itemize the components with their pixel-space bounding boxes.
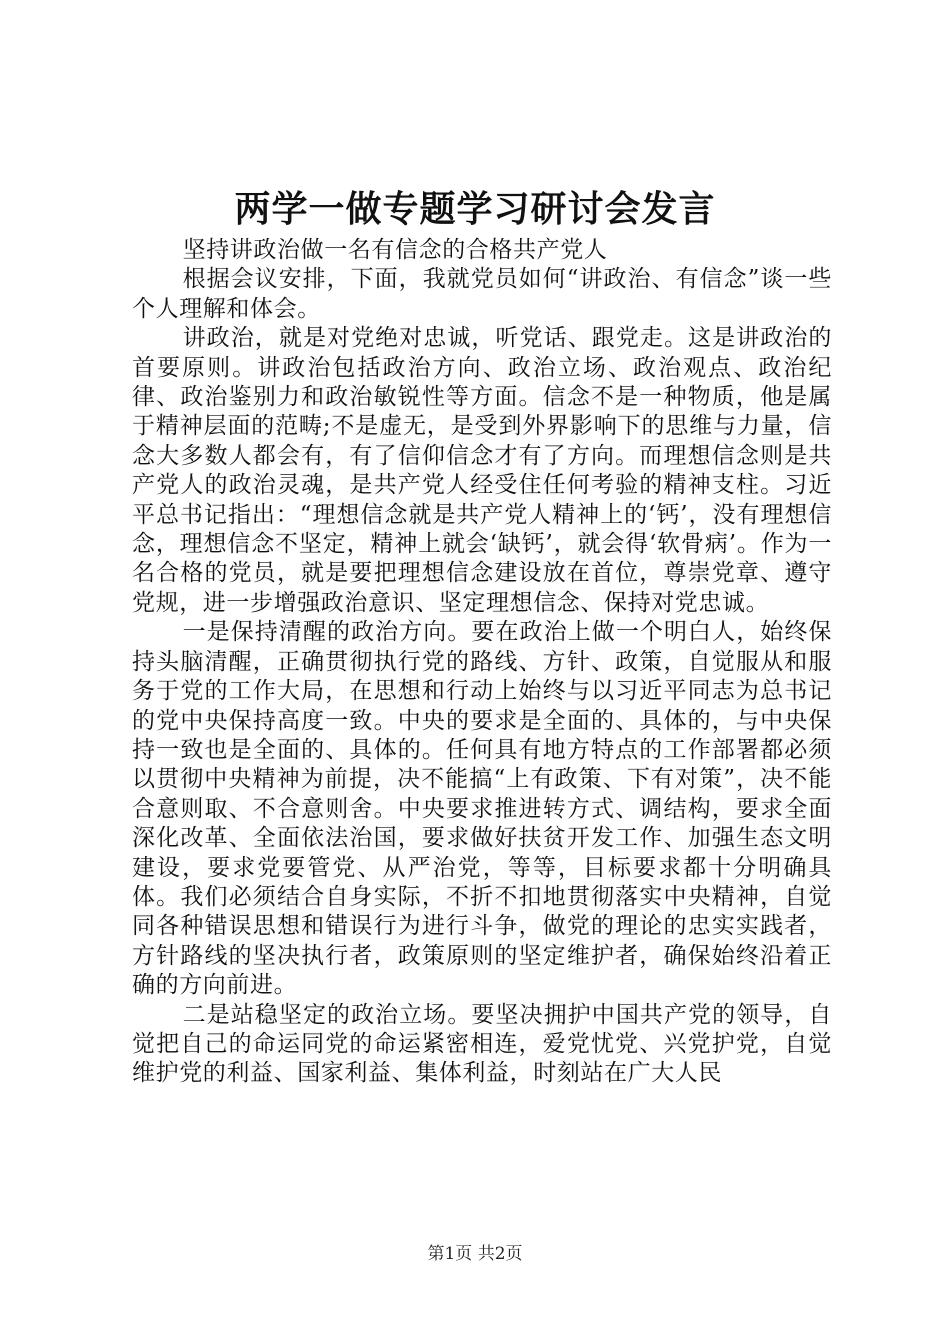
body-paragraph: 讲政治，就是对党绝对忠诚，听党话、跟党走。这是讲政治的首要原则。讲政治包括政治方向、政治立场、政治观点、政治纪律、政治鉴别力和政治敏锐性等方面。信念不是一种物质，他是属于精神层面的范畴;不是虚无，是受到外界影响下的思维与力量，信念大多数人都会有，有了信仰信念才有了方向。而理想信念则是共产党人的政治灵魂，是共产党人经受住任何考验的精神支柱。习近平总书记指出：“理想信念就是共产党人精神上的‘钙’，没有理想信念，理想信念不坚定，精神上就会‘缺钙’，就会得‘软骨病’。作为一名合格的党员，就是要把理想信念建设放在首位，尊崇党章、遵守党规，进一步增强政治意识、坚定理想信念、保持对党忠诚。	[132, 325, 832, 616]
document-title: 两学一做专题学习研讨会发言	[234, 188, 716, 230]
body-paragraph: 二是站稳坚定的政治立场。要坚决拥护中国共产党的领导，自觉把自己的命运同党的命运紧密相连，爱党忧党、兴党护党，自觉维护党的利益、国家利益、集体利益，时刻站在广大人民	[132, 1001, 832, 1087]
intro-paragraph: 根据会议安排，下面，我就党员如何“讲政治、有信念”谈一些个人理解和体会。	[132, 266, 832, 322]
document-body	[132, 236, 832, 1089]
page-footer: 第1页 共2页	[427, 1244, 523, 1264]
body-paragraph: 一是保持清醒的政治方向。要在政治上做一个明白人，始终保持头脑清醒，正确贯彻执行党的路线、方针、政策，自觉服从和服务于党的工作大局，在思想和行动上始终与以习近平同志为总书记的党中央保持高度一致。中央的要求是全面的、具体的，与中央保持一致也是全面的、具体的。任何具有地方特点的工作部署都必须以贯彻中央精神为前提，决不能搞“上有政策、下有对策”，决不能合意则取、不合意则舍。中央要求推进转方式、调结构，要求全面深化改革、全面依法治国，要求做好扶贫开发工作、加强生态文明建设，要求党要管党、从严治党，等等，目标要求都十分明确具体。我们必须结合自身实际，不折不扣地贯彻落实中央精神，自觉同各种错误思想和错误行为进行斗争，做党的理论的忠实实践者，方针路线的坚决执行者，政策原则的坚定维护者，确保始终沿着正确的方向前进。	[132, 619, 832, 999]
subtitle-paragraph: 坚持讲政治做一名有信念的合格共产党人	[182, 237, 608, 263]
